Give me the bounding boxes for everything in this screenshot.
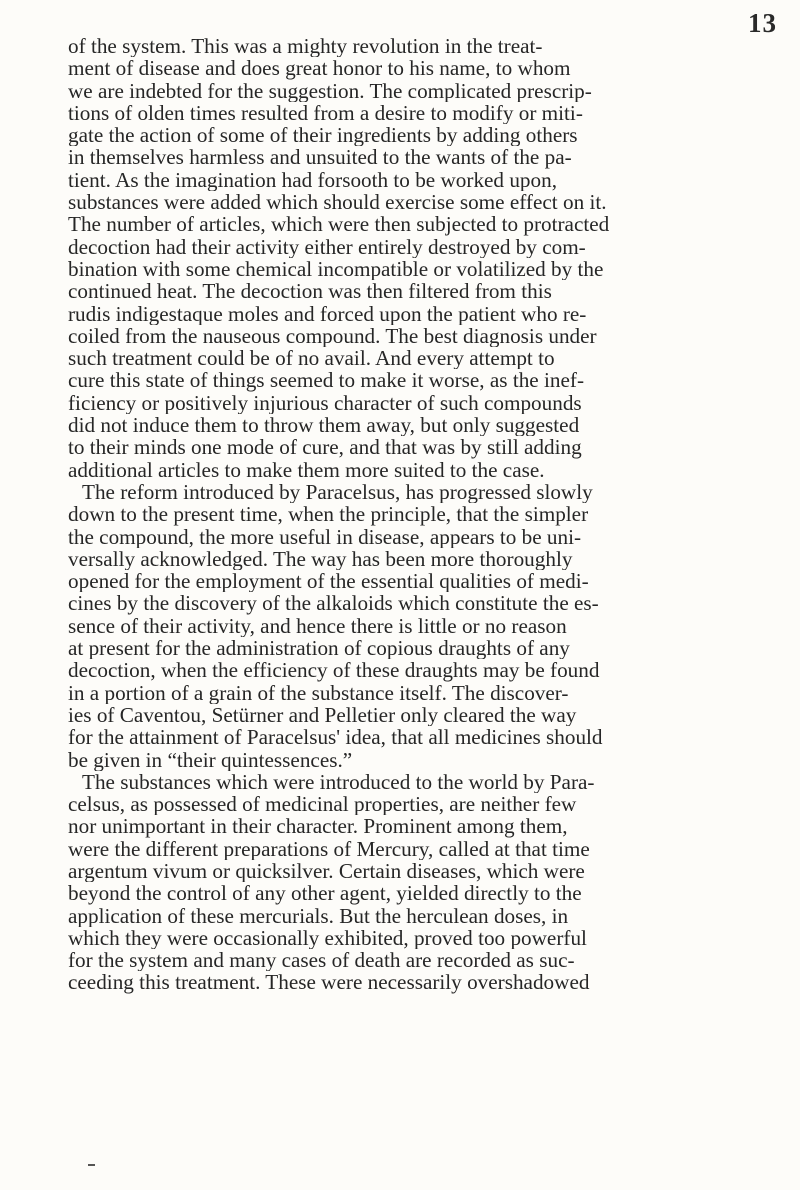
text-line: ceeding this treatment. These were necessarily overshadowed	[68, 971, 590, 994]
text-line: decoction, when the efficiency of these draughts may be found	[68, 659, 600, 682]
text-line: of the system. This was a mighty revolution in the treat-	[68, 35, 543, 58]
text-line: opened for the employment of the essential qualities of medi-	[68, 570, 589, 593]
text-line: for the attainment of Paracelsus' idea, that all medicines should	[68, 726, 603, 749]
text-line: additional articles to make them more suited to the case.	[68, 458, 545, 481]
text-line: we are indebted for the suggestion. The complicated prescrip-	[68, 79, 592, 102]
page-number: 13	[748, 8, 777, 38]
text-line: in themselves harmless and unsuited to the wants of the pa-	[68, 146, 572, 169]
text-line: coiled from the nauseous compound. The best diagnosis under	[68, 324, 597, 348]
text-line: The number of articles, which were then subjected to protracted	[68, 213, 610, 236]
text-line: nor unimportant in their character. Prominent among them,	[68, 815, 568, 838]
text-line: The reform introduced by Paracelsus, has progressed slowly	[82, 480, 593, 504]
text-line: did not induce them to throw them away, but only suggested	[68, 414, 580, 437]
body-text	[68, 35, 792, 994]
text-line: continued heat. The decoction was then filtered from this	[68, 280, 552, 303]
text-line: were the different preparations of Mercury, called at that time	[68, 837, 590, 860]
text-line: bination with some chemical incompatible or volatilized by the	[68, 257, 604, 281]
text-line: for the system and many cases of death are recorded as suc-	[68, 949, 575, 972]
text-line: gate the action of some of their ingredients by adding others	[68, 124, 578, 147]
text-line: application of these mercurials. But the herculean doses, in	[68, 904, 569, 927]
text-line: celsus, as possessed of medicinal properties, are neither few	[68, 793, 577, 816]
text-line: tions of olden times resulted from a desire to modify or miti-	[68, 101, 583, 125]
text-line: be given in “their quintessences.”	[68, 748, 353, 771]
text-line: in a portion of a grain of the substance itself. The discover-	[68, 681, 569, 704]
text-line: the compound, the more useful in disease, appears to be uni-	[68, 525, 582, 548]
text-line: rudis indigestaque moles and forced upon the patient who re-	[68, 302, 587, 325]
text-line: substances were added which should exercise some effect on it.	[68, 191, 607, 214]
text-line: which they were occasionally exhibited, proved too powerful	[68, 926, 587, 950]
text-line: tient. As the imagination had forsooth to be worked upon,	[68, 168, 557, 192]
text-line: cines by the discovery of the alkaloids which constitute the es-	[68, 592, 599, 615]
text-line: cure this state of things seemed to make it worse, as the inef-	[68, 369, 585, 392]
text-line: beyond the control of any other agent, yielded directly to the	[68, 882, 582, 905]
text-line: argentum vivum or quicksilver. Certain diseases, which were	[68, 859, 585, 883]
text-line: decoction had their activity either entirely destroyed by com-	[68, 235, 586, 258]
text-line: to their minds one mode of cure, and that was by still adding	[68, 436, 582, 459]
text-line: down to the present time, when the principle, that the simpler	[68, 503, 589, 526]
stray-ink-mark	[88, 1164, 95, 1166]
text-line: sence of their activity, and hence there is little or no reason	[68, 614, 567, 638]
text-line: versally acknowledged. The way has been more thoroughly	[68, 547, 573, 571]
text-line: ment of disease and does great honor to his name, to whom	[68, 57, 571, 80]
text-line: at present for the administration of copious draughts of any	[68, 637, 570, 660]
text-line: such treatment could be of no avail. And every attempt to	[68, 347, 555, 370]
text-line: ies of Caventou, Setürner and Pelletier only cleared the way	[68, 703, 577, 727]
text-line: ficiency or positively injurious character of such compounds	[68, 391, 582, 415]
text-line: The substances which were introduced to the world by Para-	[82, 770, 595, 794]
